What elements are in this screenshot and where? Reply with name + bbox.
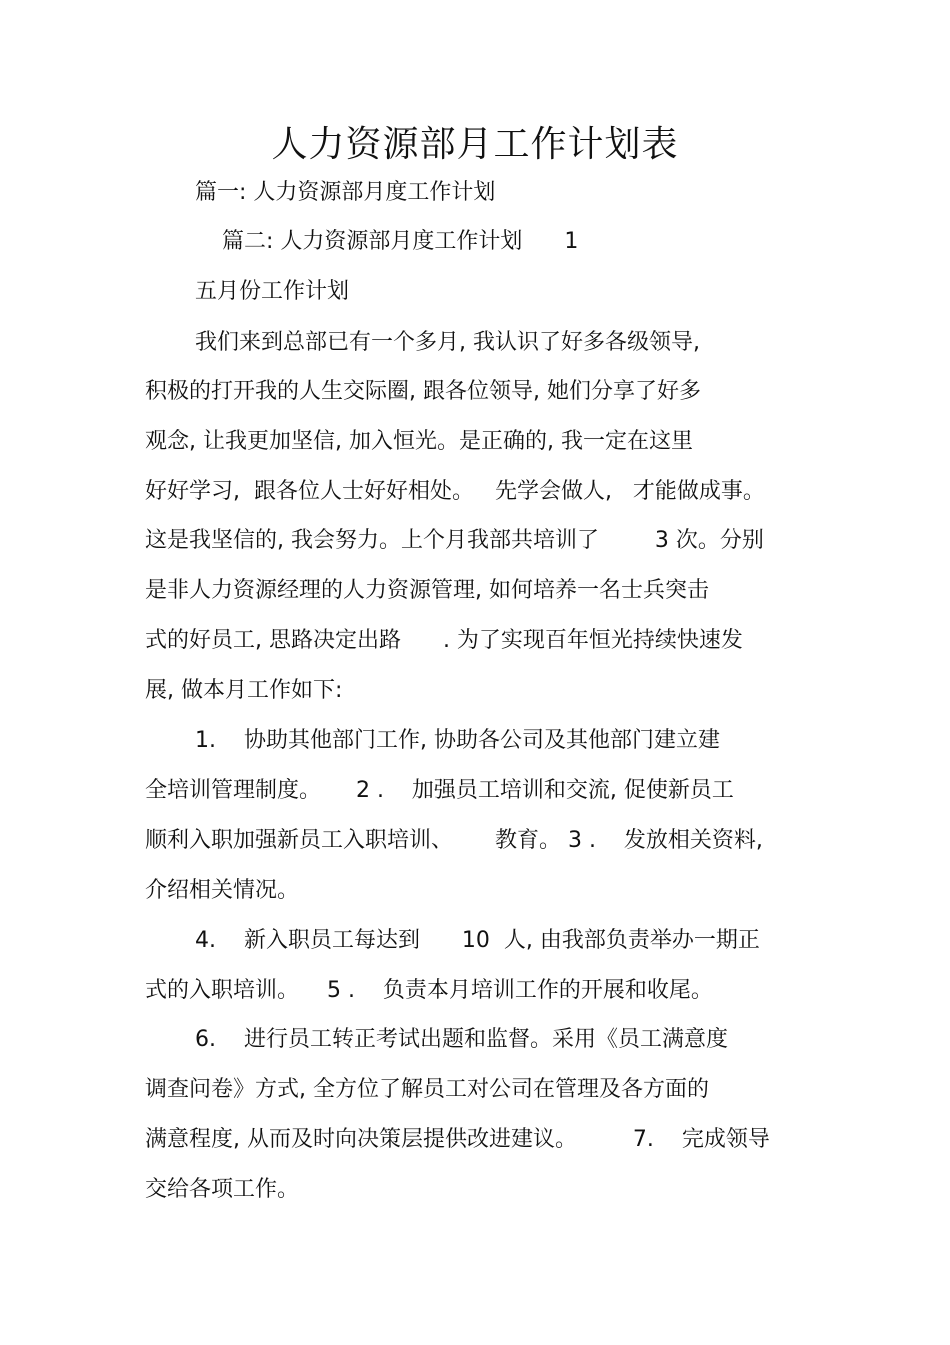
text-line: 介绍相关情况。 [145,878,300,903]
text-line: 4. 新入职员工每达到 10 人, 由我部负责举办一期正 [195,928,760,953]
text-line: 好好学习, 跟各位人士好好相处。 先学会做人, 才能做成事。 [145,479,765,504]
text-line: 满意程度, 从而及时向决策层提供改进建议。 7. 完成领导 [145,1127,770,1152]
text-line: 观念, 让我更加坚信, 加入恒光。是正确的, 我一定在这里 [145,429,693,454]
text-line: 式的好员工, 思路决定出路 . 为了实现百年恒光持续快速发 [145,628,743,653]
text-line: 式的入职培训。 5 . 负责本月培训工作的开展和收尾。 [145,978,713,1003]
text-line: 是非人力资源经理的人力资源管理, 如何培养一名士兵突击 [145,578,709,603]
text-line: 展, 做本月工作如下: [145,678,343,703]
text-line: 顺利入职加强新员工入职培训、 教育。 3 . 发放相关资料, [145,828,763,853]
text-line: 积极的打开我的人生交际圈, 跟各位领导, 她们分享了好多 [145,379,701,404]
text-line: 我们来到总部已有一个多月, 我认识了好多各级领导, [195,330,700,355]
text-line: 调查问卷》方式, 全方位了解员工对公司在管理及各方面的 [145,1077,709,1102]
text-line: 全培训管理制度。 2 . 加强员工培训和交流, 促使新员工 [145,778,734,803]
text-line: 篇一: 人力资源部月度工作计划 [195,180,496,205]
document-title: 人力资源部月工作计划表 [271,124,679,165]
text-line: 1. 协助其他部门工作, 协助各公司及其他部门建立建 [195,728,720,753]
text-line: 篇二: 人力资源部月度工作计划 1 [222,229,579,254]
text-line: 6. 进行员工转正考试出题和监督。采用《员工满意度 [195,1027,728,1052]
text-line: 这是我坚信的, 我会努力。上个月我部共培训了 3 次。分别 [145,528,764,553]
text-line: 五月份工作计划 [195,279,350,304]
text-line: 交给各项工作。 [145,1177,300,1202]
